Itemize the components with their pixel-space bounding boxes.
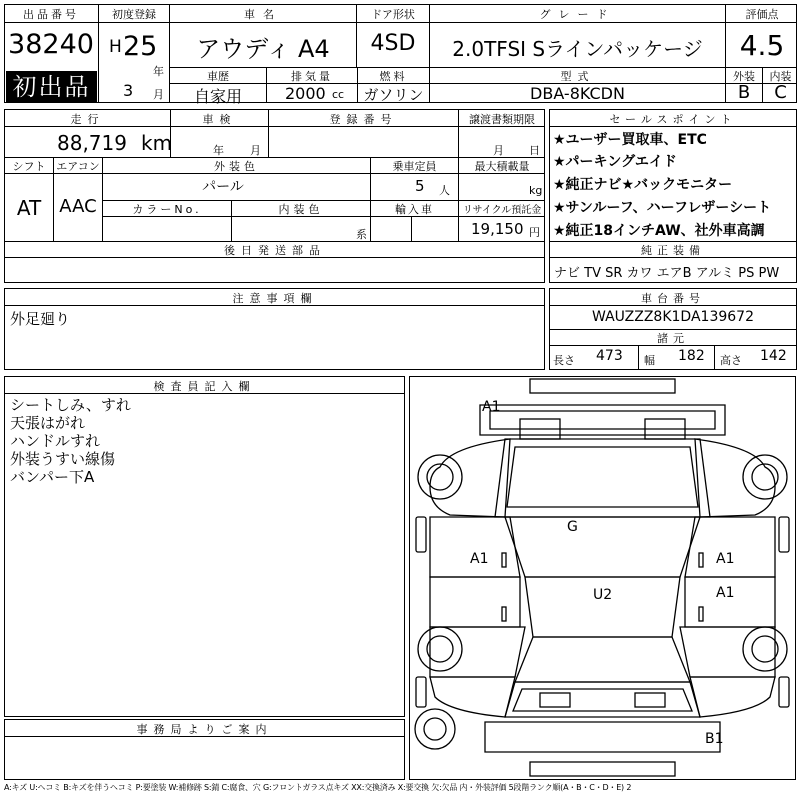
capacity: 5 bbox=[415, 177, 425, 195]
width: 182 bbox=[678, 348, 705, 364]
maxload-label: 最大積載量 bbox=[474, 160, 530, 173]
damage-mark-windshield: G bbox=[567, 519, 578, 535]
inspection-label: 車検 bbox=[202, 113, 237, 126]
fuel: ガソリン bbox=[363, 86, 424, 104]
car-damage-diagram bbox=[409, 376, 796, 780]
recycle-label: リサイクル預託金 bbox=[462, 205, 542, 216]
door-type: 4SD bbox=[370, 31, 416, 56]
ac-label: エアコン bbox=[56, 160, 100, 173]
door-label: ドア形状 bbox=[371, 8, 415, 21]
inspection-year-unit: 年 bbox=[213, 144, 224, 157]
caution-text: 外足廻り bbox=[10, 310, 71, 328]
inspector-line: シートしみ、すれ bbox=[10, 396, 131, 414]
sales-point-item: ★ユーザー買取車、ETC bbox=[553, 132, 707, 148]
car-outline-drawing bbox=[410, 377, 795, 779]
equipment-label: 純正装備 bbox=[641, 244, 705, 257]
grade-label: グレード bbox=[539, 8, 616, 21]
ext-color-label: 外装色 bbox=[214, 160, 259, 173]
damage-mark-front-bumper: A1 bbox=[482, 399, 501, 415]
model-label: 型式 bbox=[560, 70, 595, 83]
later-parts-label: 後日発送部品 bbox=[224, 244, 326, 257]
displacement-unit: cc bbox=[332, 88, 345, 101]
displacement: 2000 bbox=[285, 84, 326, 103]
office-label: 事務局よりご案内 bbox=[136, 723, 273, 736]
interior-grade: C bbox=[774, 82, 787, 103]
inspector-line: バンパー下A bbox=[10, 468, 95, 486]
ac: AAC bbox=[59, 196, 97, 217]
mileage: 88,719 bbox=[57, 131, 127, 155]
transfer-month-unit: 月 bbox=[493, 144, 504, 157]
maxload-unit: kg bbox=[529, 184, 543, 197]
inspector-line: 外装うすい線傷 bbox=[10, 450, 116, 468]
inspection-month-unit: 月 bbox=[250, 144, 261, 157]
damage-mark-rear-bumper: B1 bbox=[705, 731, 724, 747]
regno-label: 登録番号 bbox=[329, 113, 398, 126]
chassis-number: WAUZZZ8K1DA139672 bbox=[592, 309, 754, 325]
vehicle-info-block bbox=[4, 109, 545, 283]
int-color-label: 内装色 bbox=[278, 203, 324, 216]
import-label: 輸入車 bbox=[395, 203, 434, 216]
exterior-label: 外装 bbox=[733, 70, 755, 83]
grade: 2.0TFSI Sラインパッケージ bbox=[452, 37, 703, 61]
fuel-label: 燃料 bbox=[379, 70, 408, 83]
office-block bbox=[4, 719, 405, 780]
lot-label: 出品番号 bbox=[23, 8, 79, 21]
transfer-label: 譲渡書類期限 bbox=[469, 113, 535, 126]
damage-mark-right-door-rear: A1 bbox=[716, 585, 735, 601]
recycle-unit: 円 bbox=[529, 226, 540, 239]
mileage-unit: km bbox=[141, 131, 173, 155]
first-reg-label: 初度登録 bbox=[112, 8, 156, 21]
height: 142 bbox=[760, 348, 787, 364]
sales-points-label: セールスポイント bbox=[609, 113, 737, 126]
car-name: アウディ A4 bbox=[196, 35, 330, 63]
chassis-block bbox=[549, 288, 797, 370]
lot-number: 38240 bbox=[8, 29, 94, 60]
score: 4.5 bbox=[739, 29, 785, 62]
inspector-line: 天張はがれ bbox=[10, 414, 86, 432]
caution-block bbox=[4, 288, 545, 370]
sales-point-item: ★サンルーフ、ハーフレザーシート bbox=[553, 200, 772, 216]
shift-label: シフト bbox=[12, 160, 46, 173]
damage-mark-roof: U2 bbox=[593, 587, 613, 603]
first-listing-badge: 初出品 bbox=[6, 71, 97, 103]
transfer-day-unit: 日 bbox=[529, 144, 540, 157]
ext-color: パール bbox=[202, 179, 244, 195]
month-unit: 月 bbox=[153, 88, 164, 101]
mileage-label: 走行 bbox=[70, 113, 105, 126]
history-label: 車歴 bbox=[207, 70, 229, 83]
length-label: 長さ bbox=[553, 354, 575, 367]
exterior-grade: B bbox=[737, 82, 751, 103]
recycle-amount: 19,150 bbox=[471, 220, 524, 238]
displacement-label: 排気量 bbox=[291, 70, 333, 83]
inspector-block bbox=[4, 376, 405, 717]
damage-mark-right-door-front: A1 bbox=[716, 551, 735, 567]
score-label: 評価点 bbox=[745, 8, 779, 21]
damage-mark-left-door: A1 bbox=[470, 551, 489, 567]
interior-label: 内装 bbox=[769, 70, 792, 83]
chassis-label: 車台番号 bbox=[641, 292, 705, 305]
length: 473 bbox=[596, 348, 623, 364]
inspector-line: ハンドルすれ bbox=[10, 432, 101, 450]
reg-month: 3 bbox=[123, 81, 134, 100]
sales-point-item: ★パーキングエイド bbox=[553, 154, 677, 170]
sales-point-item: ★純正18インチAW、社外車高調 bbox=[553, 223, 765, 239]
int-color-suffix: 系 bbox=[356, 228, 367, 241]
dims-label: 諸元 bbox=[657, 332, 689, 345]
inspector-label: 検査員記入欄 bbox=[153, 380, 256, 393]
header-block bbox=[4, 4, 797, 106]
shift: AT bbox=[16, 196, 42, 220]
equipment: ナビ TV SR カワ エアB アルミ PS PW bbox=[554, 266, 780, 281]
legend: A:キズ U:ヘコミ B:キズを伴うヘコミ P:要塗装 W:補修跡 S:錆 C:腐食、穴 G:フロントガラス点キズ XX:交換済み X:要交換 欠:欠品 内・外装評価 5段階ランク順(A・B・C・D・E) 2 bbox=[4, 783, 632, 792]
sales-points-block bbox=[549, 109, 797, 283]
capacity-label: 乗車定員 bbox=[392, 160, 437, 173]
caution-label: 注意事項欄 bbox=[232, 292, 318, 305]
model: DBA-8KCDN bbox=[530, 84, 625, 103]
sales-point-item: ★純正ナビ★バックモニター bbox=[553, 177, 733, 193]
height-label: 高さ bbox=[720, 354, 742, 367]
capacity-unit: 人 bbox=[439, 184, 450, 197]
reg-year: 25 bbox=[123, 31, 158, 62]
year-unit: 年 bbox=[153, 65, 164, 78]
era: H bbox=[109, 37, 122, 57]
history: 自家用 bbox=[193, 87, 242, 106]
car-name-label: 車名 bbox=[244, 8, 282, 21]
color-no-label: カラーNo. bbox=[132, 203, 202, 216]
width-label: 幅 bbox=[644, 354, 655, 367]
